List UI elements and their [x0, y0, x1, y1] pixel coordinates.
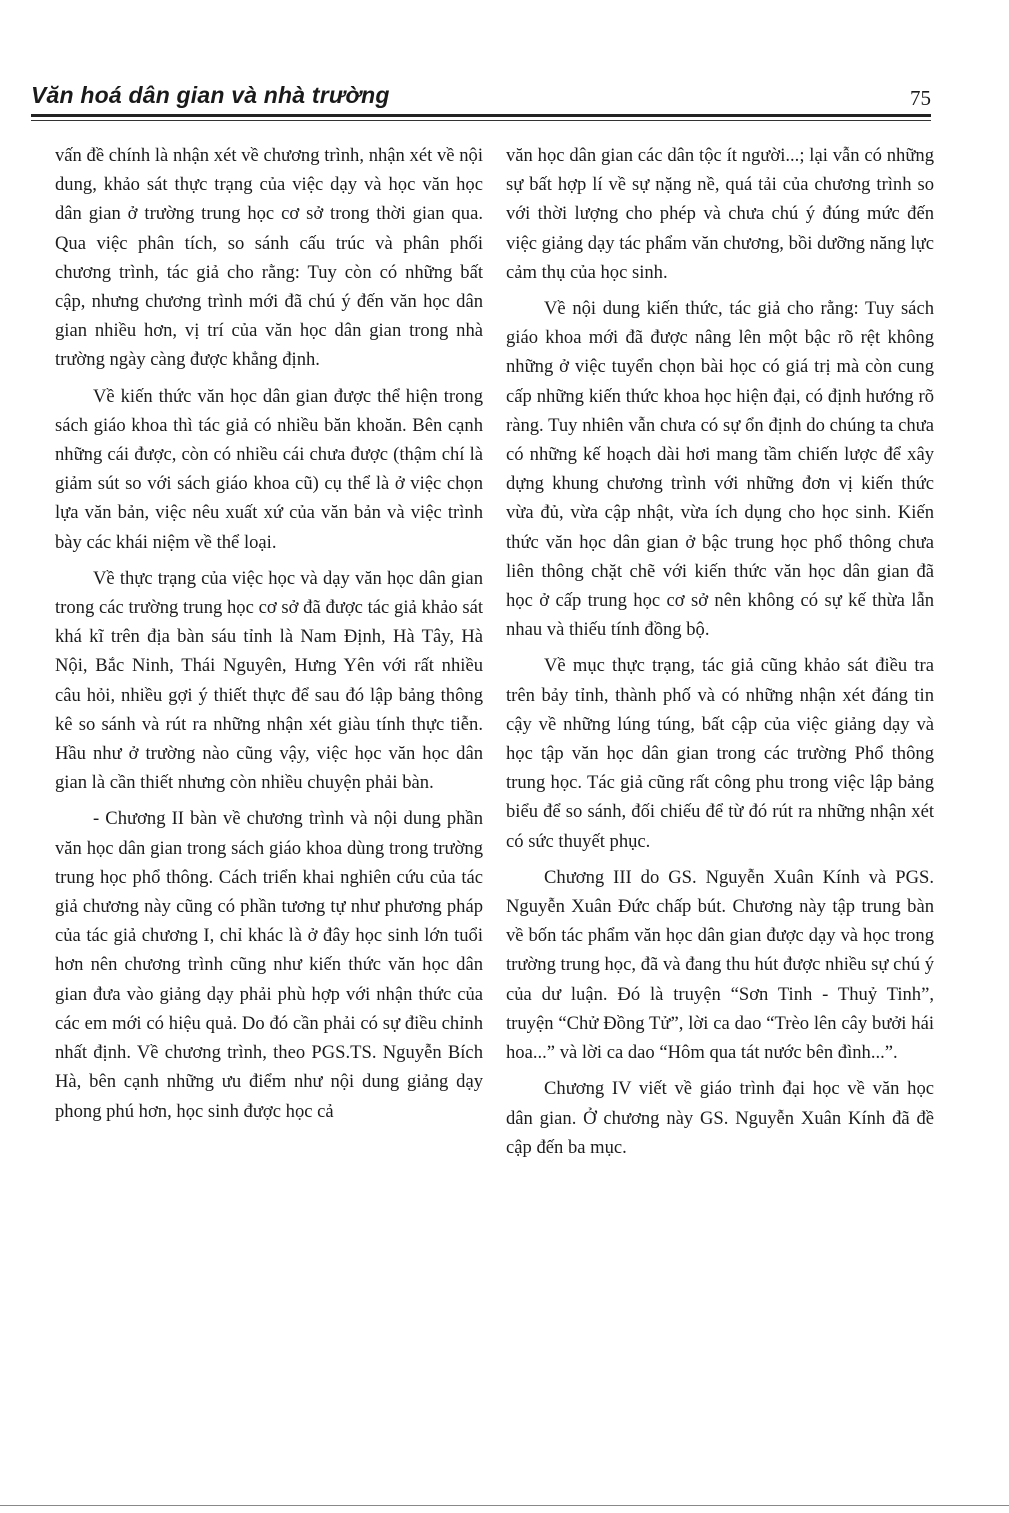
paragraph: Về kiến thức văn học dân gian được thể hiện trong sách giáo khoa thì tác giả có nhiều băn khoăn. Bên cạnh những cái được, còn có nhiều cái chưa được (thậm chí là giảm sút so với sách giáo khoa cũ) cụ thể là ở việc chọn lựa văn bản, việc nêu xuất xứ của văn bản và việc trình bày các khái niệm về thể loại.: [55, 385, 483, 553]
paragraph: Về nội dung kiến thức, tác giả cho rằng: Tuy sách giáo khoa mới đã được nâng lên một bậc rõ rệt không những ở việc tuyển chọn bài học có giá trị mà còn cung cấp những kiến thức khoa học hiện đại, có định hướng rõ ràng. Tuy nhiên vẫn chưa có sự ổn định do chúng ta chưa có những kế hoạch dài hơi mang tầm chiến lược để xây dựng khung chương trình với những đơn vị kiến thức vừa đủ, vừa cập nhật, vừa ích dụng cho học sinh. Kiến thức văn học dân gian ở bậc trung học phổ thông chưa liên thông chặt chẽ với kiến thức văn học dân gian đã học ở cấp trung học cơ sở nên không có sự kế thừa lẫn nhau và thiếu tính đồng bộ.: [506, 298, 934, 641]
header-rule-thick: [31, 114, 931, 117]
paragraph: vấn đề chính là nhận xét về chương trình, nhận xét về nội dung, khảo sát thực trạng của việc dạy và học văn học dân gian ở trường trung học cơ sở trong thời gian qua. Qua việc phân tích, so sánh cấu trúc và phân phối chương trình, tác giả cho rằng: Tuy còn có những bất cập, nhưng chương trình mới đã chú ý đến văn học dân gian nhiều hơn, vị trí của văn học dân gian trong nhà trường ngày càng được khẳng định.: [55, 145, 483, 371]
header-rule-thin: [31, 120, 931, 121]
paragraph: Chương III do GS. Nguyễn Xuân Kính và PGS. Nguyễn Xuân Đức chấp bút. Chương này tập trung bàn về bốn tác phẩm văn học dân gian được dạy và học trong trường trung học, đã và đang thu hút được nhiều sự chú ý của dư luận. Đó là truyện “Sơn Tinh - Thuỷ Tinh”, truyện “Chử Đồng Tử”, lời ca dao “Trèo lên cây bưởi hái hoa...” và lời ca dao “Hôm qua tát nước bên đình...”.: [506, 866, 934, 1064]
right-column: [506, 141, 934, 1169]
paragraph: văn học dân gian các dân tộc ít người...; lại vẫn có những sự bất hợp lí về sự nặng nề, quá tải của chương trình so với thời lượng cho phép và chưa chú ý đúng mức đến việc giảng dạy tác phẩm văn chương, bồi dưỡng năng lực cảm thụ của học sinh.: [506, 145, 934, 283]
left-column: [55, 141, 483, 1133]
page-number: 75: [910, 86, 931, 110]
footer-rule: [0, 1505, 1009, 1506]
paragraph: Chương IV viết về giáo trình đại học về văn học dân gian. Ở chương này GS. Nguyễn Xuân Kính đã đề cập đến ba mục.: [506, 1078, 934, 1158]
page-header: [31, 78, 931, 114]
paragraph: - Chương II bàn về chương trình và nội dung phần văn học dân gian trong sách giáo khoa dùng trong trường trung học phổ thông. Cách triển khai nghiên cứu của tác giả chương này cũng có phần tương tự như phương pháp của tác giả chương I, chỉ khác là ở đây học sinh lớn tuổi hơn nên chương trình cũng như kiến thức văn học dân gian đưa vào giảng dạy phải phù hợp với nhận thức của các em mới có hiệu quả. Do đó cần phải có sự điều chỉnh nhất định. Về chương trình, theo PGS.TS. Nguyễn Bích Hà, bên cạnh những ưu điểm như nội dung giảng dạy phong phú hơn, học sinh được học cả: [55, 808, 483, 1122]
running-title: Văn hoá dân gian và nhà trường: [31, 82, 390, 108]
paragraph: Về mục thực trạng, tác giả cũng khảo sát điều tra trên bảy tỉnh, thành phố và có những nhận xét đáng tin cậy về những lúng túng, bất cập của việc giảng dạy và học tập văn học dân gian trong các trường Phổ thông trung học. Tác giả cũng rất công phu trong việc lập bảng biểu để so sánh, đối chiếu để từ đó rút ra những nhận xét có sức thuyết phục.: [506, 655, 934, 852]
paragraph: Về thực trạng của việc học và dạy văn học dân gian trong các trường trung học cơ sở đã được tác giả khảo sát khá kĩ trên địa bàn sáu tỉnh là Nam Định, Hà Tây, Hà Nội, Bắc Ninh, Thái Nguyên, Hưng Yên với rất nhiều câu hỏi, nhiều gợi ý thiết thực để sau đó lập bảng thông kê so sánh và rút ra những nhận xét giàu tính thực tiễn. Hầu như ở trường nào cũng vậy, việc học văn học dân gian là cần thiết nhưng còn nhiều chuyện phải bàn.: [55, 567, 483, 794]
